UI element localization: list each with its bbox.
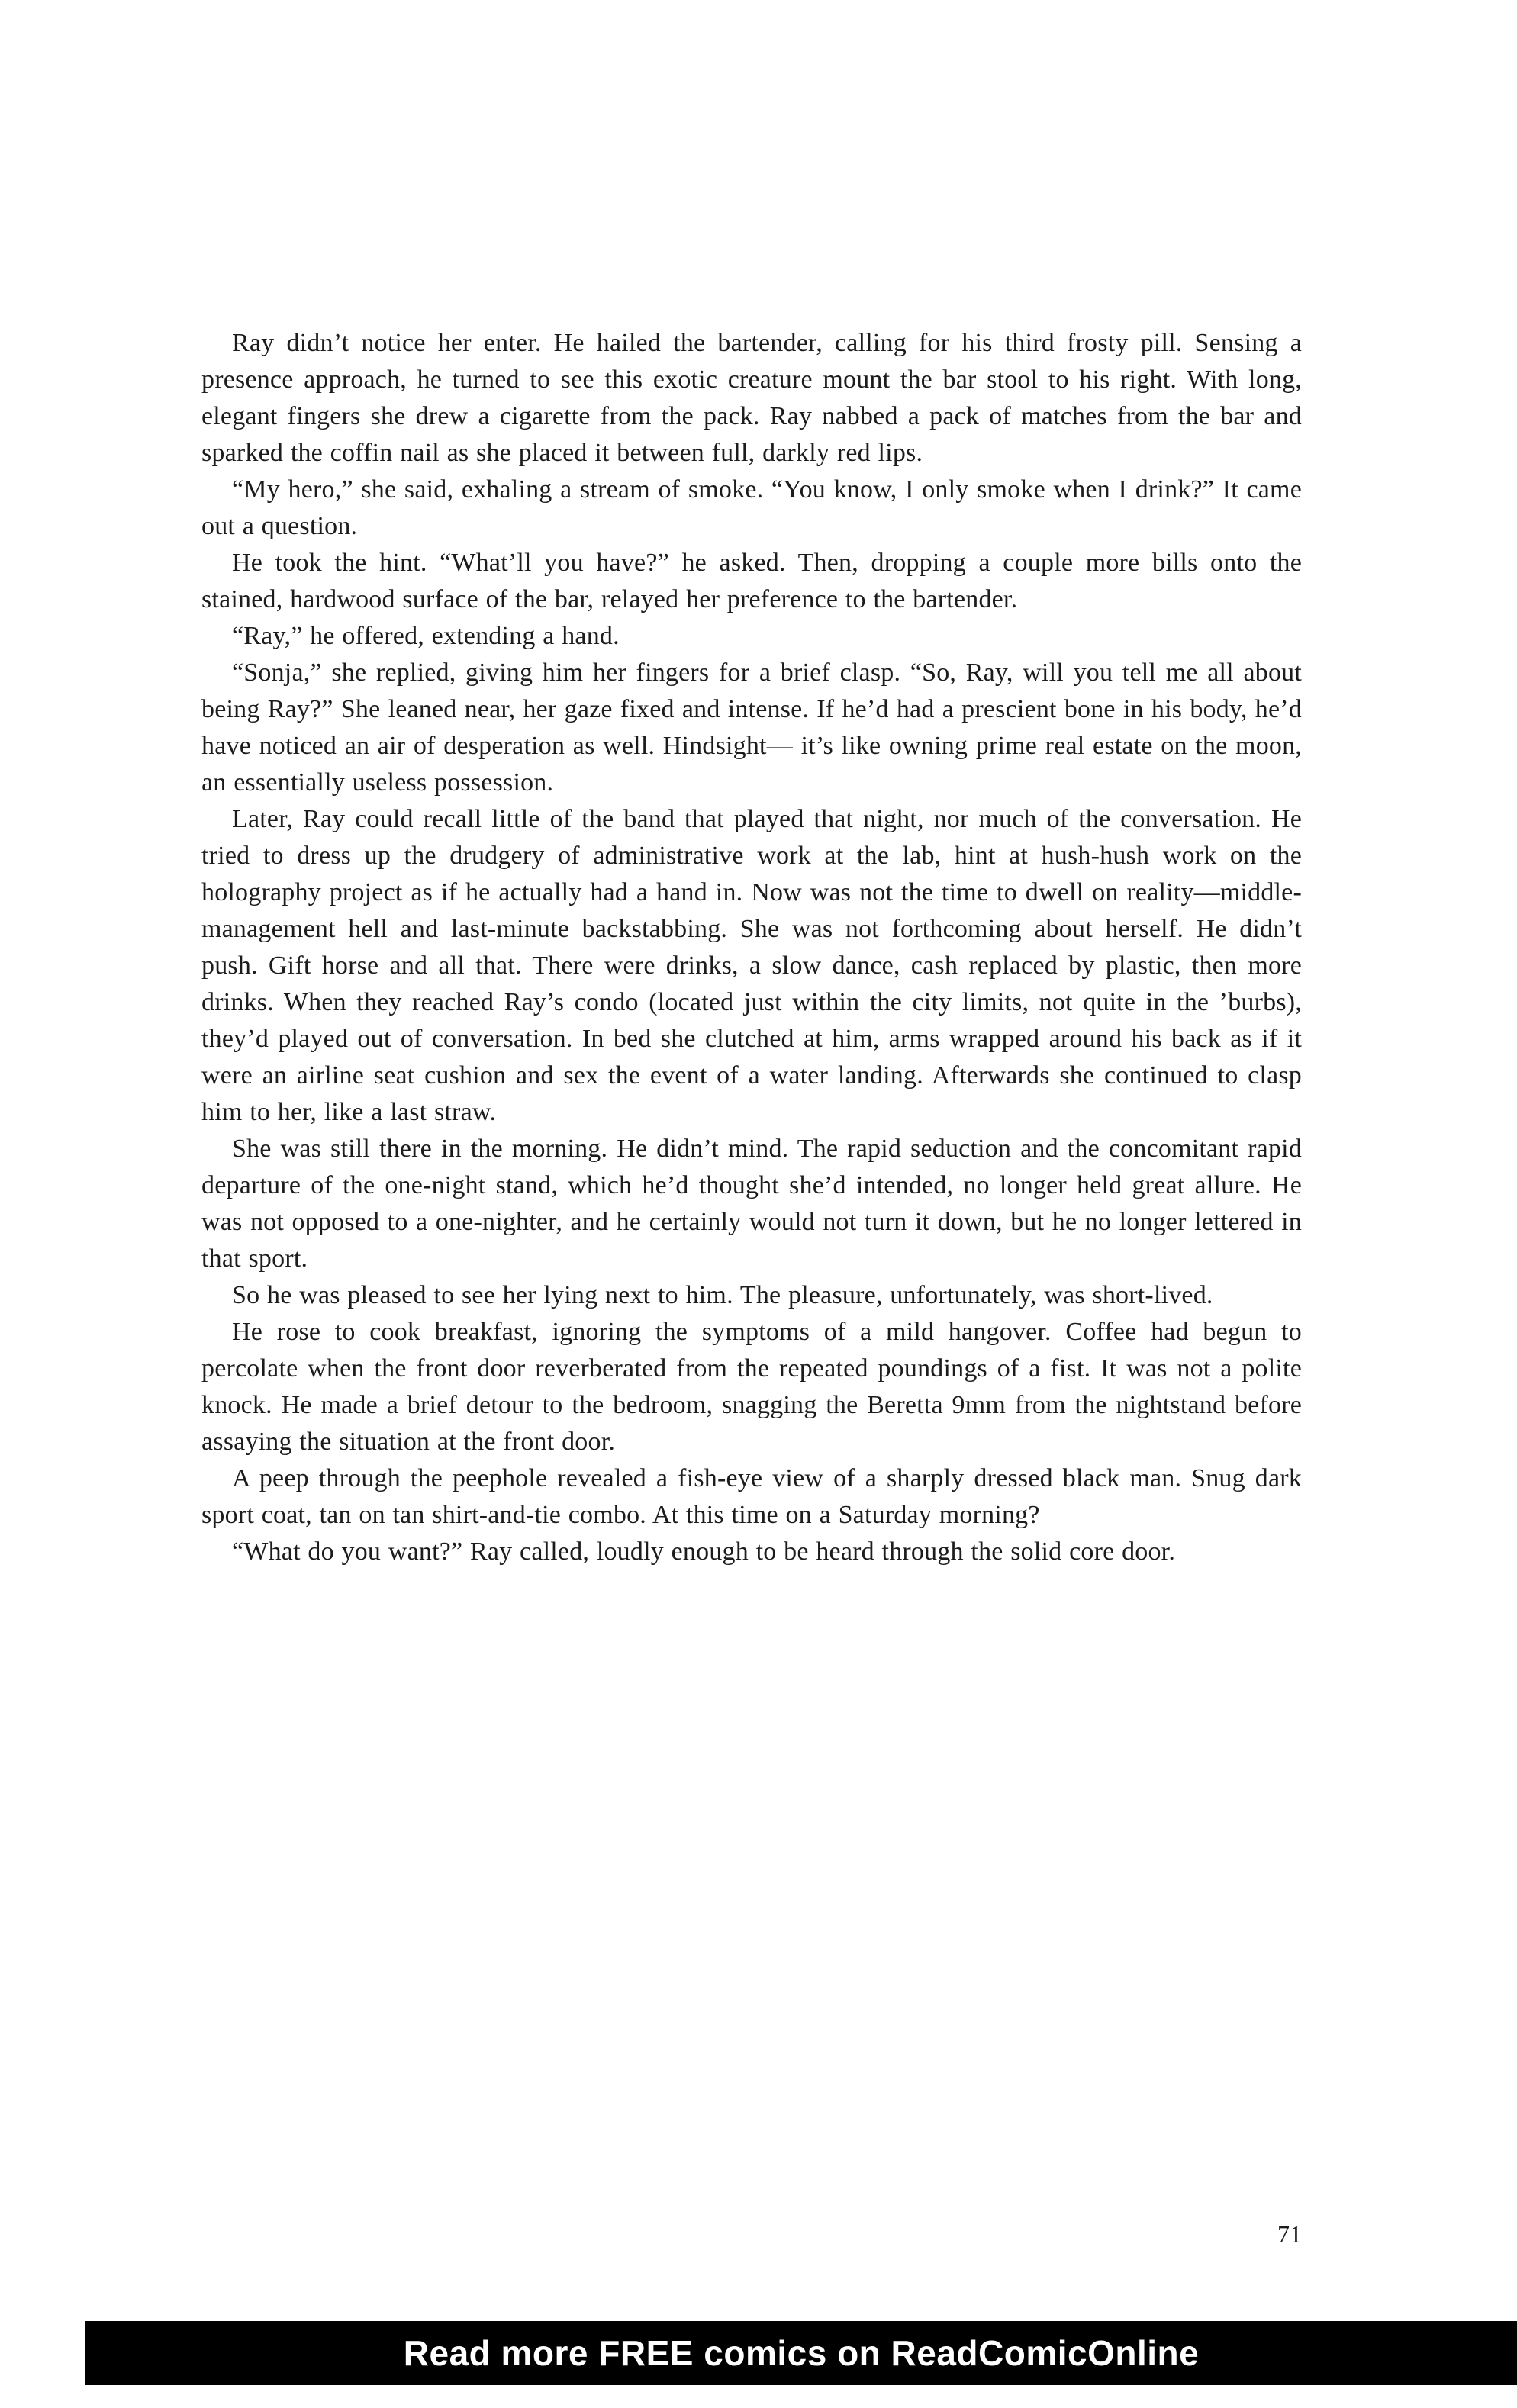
- paragraph: A peep through the peephole revealed a fish-eye view of a sharply dressed black man. Snug dark sport coat, tan on tan shirt-and-tie combo. At this time on a Saturday morning?: [201, 1464, 1302, 1529]
- paragraph: She was still there in the morning. He didn’t mind. The rapid seduction and the concomitant rapid departure of the one-night stand, which he’d thought she’d intended, no longer held great allure. He was not opposed to a one-nighter, and he certainly would not turn it down, but he no longer lettered in that sport.: [201, 1135, 1302, 1273]
- promo-banner-text: Read more FREE comics on ReadComicOnline: [403, 2333, 1200, 2373]
- paragraph: “Sonja,” she replied, giving him her fingers for a brief clasp. “So, Ray, will you tell me all about being Ray?” She leaned near, her gaze fixed and intense. If he’d had a prescient bone in his body, he’d have noticed an air of desperation as well. Hindsight— it’s like owning prime real estate on the moon, an essentially useless possession.: [201, 658, 1302, 797]
- promo-banner[interactable]: [85, 2321, 1517, 2385]
- paragraph: “What do you want?” Ray called, loudly enough to be heard through the solid core door.: [232, 1537, 1176, 1566]
- paragraph: He rose to cook breakfast, ignoring the symptoms of a mild hangover. Coffee had begun to percolate when the front door reverberated from the repeated poundings of a fist. It was not a polite knock. He made a brief detour to the bedroom, snagging the Beretta 9mm from the nightstand before assaying the situation at the front door.: [201, 1318, 1302, 1456]
- paragraph: So he was pleased to see her lying next to him. The pleasure, unfortunately, was short-lived.: [232, 1281, 1213, 1309]
- page-number: 71: [1277, 2220, 1302, 2248]
- paragraph: “Ray,” he offered, extending a hand.: [232, 622, 620, 650]
- paragraph: He took the hint. “What’ll you have?” he asked. Then, dropping a couple more bills onto the stained, hardwood surface of the bar, relayed her preference to the bartender.: [201, 549, 1302, 613]
- body-text: [201, 325, 1302, 1570]
- paragraph: “My hero,” she said, exhaling a stream of smoke. “You know, I only smoke when I drink?” It came out a question.: [201, 475, 1302, 540]
- paragraph: Ray didn’t notice her enter. He hailed the bartender, calling for his third frosty pill. Sensing a presence approach, he turned to see this exotic creature mount the bar stool to his right. With long, elegant fingers she drew a cigarette from the pack. Ray nabbed a pack of matches from the bar and sparked the coffin nail as she placed it between full, darkly red lips.: [201, 329, 1302, 467]
- paragraph: Later, Ray could recall little of the band that played that night, nor much of the conversation. He tried to dress up the drudgery of administrative work at the lab, hint at hush-hush work on the holography project as if he actually had a hand in. Now was not the time to dwell on reality—middle-management hell and last-minute backstabbing. She was not forthcoming about herself. He didn’t push. Gift horse and all that. There were drinks, a slow dance, cash replaced by plastic, then more drinks. When they reached Ray’s condo (located just within the city limits, not quite in the ’burbs), they’d played out of conversation. In bed she clutched at him, arms wrapped around his back as if it were an airline seat cushion and sex the event of a water landing. Afterwards she continued to clasp him to her, like a last straw.: [201, 805, 1302, 1126]
